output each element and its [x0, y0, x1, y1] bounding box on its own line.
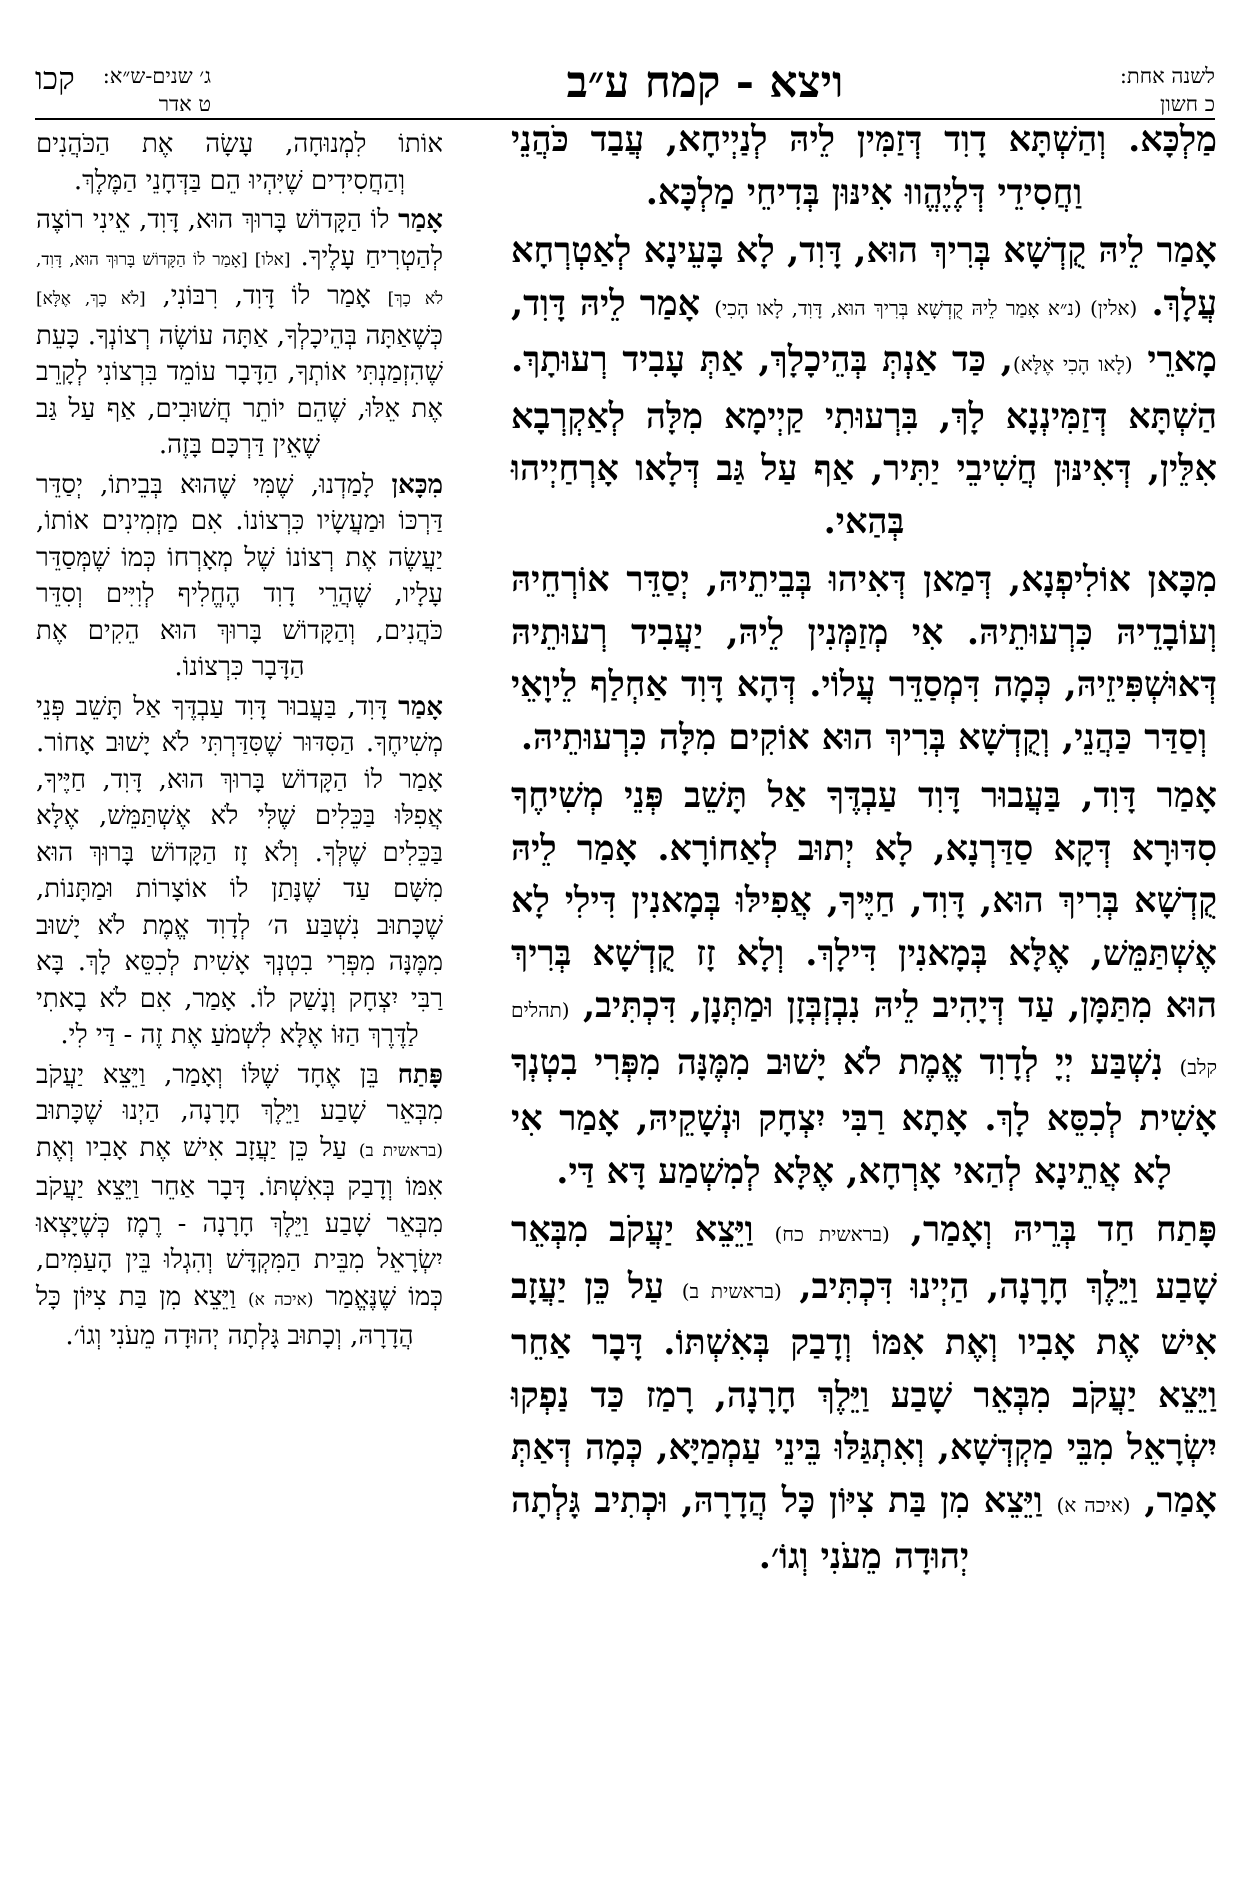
- paragraph-lead-word: מִכָּאן: [391, 469, 443, 500]
- paragraph-text: אָמַר לוֹ דָּוִד, רִבּוֹנִי,: [162, 281, 371, 311]
- paragraph-text: אָמַר לֵיהּ דָּוִד, מָארֵי: [511, 282, 1217, 380]
- paragraph-text: וַיֵּצֵא מִן בַּת צִיּוֹן כָּל הֲדָרָהּ, וְכָתוּב גָּלְתָה יְהוּדָה מֵעֹנִי וְגוֹ׳.: [36, 1281, 414, 1351]
- paragraph-text: דָּוִד, בַּעֲבוּר דָּוִד עַבְדֶּךָ אַל תָּשֵׁב פְּנֵי מְשִׁיחֶךָ. הַסִּדּוּר שֶׁסִּדַּרְתִּי לֹא יָשׁוּב אָחוֹר. אָמַר לוֹ הַקָּדוֹשׁ בָּרוּךְ הוּא, דָּוִד, חַיֶּיךָ, אֲפִלּוּ בַּכֵּלִים שֶׁלִּי לֹא אֶשְׁתַּמֵּשׁ, אֶלָּא בַּכֵּלִים שֶׁלְּךָ. וְלֹא זָז הַקָּדוֹשׁ בָּרוּךְ הוּא מִשָּׁם עַד שֶׁנָּתַן לוֹ אוֹצָרוֹת וּמַתָּנוֹת, שֶׁכָּתוּב נִשְׁבַּע ה׳ לְדָוִד אֱמֶת לֹא יָשׁוּב מִמֶּנָּה מִפְּרִי בִטְנְךָ אָשִׁית לְכִסֵּא לָךְ. בָּא רַבִּי יִצְחָק וְנָשַׁק לוֹ. אָמַר, אִם לֹא בָאתִי לַדֶּרֶךְ הַזּוֹ אֶלָּא לִשְׁמֹעַ אֶת זֶה - דַּי לִי.: [36, 691, 443, 1050]
- one-year-schedule-label: לשנה אחת:: [1119, 64, 1215, 88]
- paragraph-text: נִשְׁבַּע יְיָ לְדָוִד אֱמֶת לֹא יָשׁוּב מִמֶּנָּה מִפְּרִי בִטְנְךָ אָשִׁית לְכִסֵּא לָךְ. אָתָא רַבִּי יִצְחָק וּנְשָׁקֵיהּ, אָמַר אִי לָא אֲתֵינָא לְהַאי אָרְחָא, אֶלָּא לְמִשְׁמַע דָּא דַּי.: [511, 1041, 1217, 1192]
- side-paragraph: [36, 689, 443, 1054]
- paragraph-text: וַיֵּצֵא יַעֲקֹב מִבְּאֵר שָׁבַע וַיֵּלֶךְ חָרָנָה, הַיְינוּ דִּכְתִּיב,: [511, 1209, 1217, 1307]
- paragraph-lead-word: אָמַר: [398, 205, 443, 235]
- side-paragraph: [36, 467, 443, 686]
- source-reference: (איכה א): [248, 1289, 314, 1310]
- paragraph-text: לוֹ הַקָּדוֹשׁ בָּרוּךְ הוּא, דָּוִד, אֵינִי רוֹצֶה לְהַטְרִיחַ עָלֶיךָ.: [36, 205, 444, 272]
- paragraph-text: בֵּן אֶחָד שֶׁלּוֹ וְאָמַר, וַיֵּצֵא יַעֲקֹב מִבְּאֵר שָׁבַע וַיֵּלֶךְ חָרָנָה, הַיְנוּ שֶׁכָּתוּב: [36, 1059, 443, 1126]
- side-paragraph: [36, 126, 443, 199]
- main-paragraph: [511, 114, 1217, 219]
- paragraph-lead-word: אָמַר: [398, 691, 443, 722]
- paragraph-text: וַיֵּצֵא מִן בַּת צִיּוֹן כָּל הֲדָרָהּ, וּכְתִיב גָּלְתָה יְהוּדָה מֵעֹנִי וְגוֹ׳.: [511, 1479, 1043, 1577]
- main-paragraph: [511, 225, 1217, 548]
- paragraph-text: חַד בְּרֵיהּ וְאָמַר,: [910, 1209, 1136, 1250]
- main-paragraph: [511, 1204, 1217, 1584]
- source-reference: (תהלים קלב): [511, 998, 1218, 1079]
- header-left-group: [35, 62, 211, 118]
- three-year-schedule-label: ג׳ שנים-ש״א:: [102, 64, 212, 88]
- paragraph-text: לֵיהּ קֻדְשָׁא בְּרִיךְ הוּא, דָּוִד, לָא בָּעֵינָא לְאַטְרְחָא עֲלָךְ.: [511, 230, 1218, 324]
- variant-note: [אלו] [אָמַר לוֹ הַקָּדוֹשׁ בָּרוּךְ הוּא, דָּוִד, לֹא כָךְ]: [36, 249, 444, 309]
- header-right-reading-schedule: [1120, 62, 1215, 118]
- three-year-schedule-date: ט אדר: [158, 92, 212, 116]
- aramaic-text-column: [511, 114, 1217, 1590]
- paragraph-text: עַל כֵּן יַעֲזָב אִישׁ אֶת אָבִיו וְאֶת אִמּוֹ וְדָבַק בְּאִשְׁתּוֹ. דָּבָר אַחֵר וַיֵּצֵא יַעֲקֹב מִבְּאֵר שָׁבַע וַיֵּלֶךְ חָרָנָה, רָמַז כַּד נַפְקוּ יִשְׂרָאֵל מִבֵּי מַקְדְּשָׁא, וְאִתְגַּלּוּ בֵּינֵי עַמְמַיָּא, כְּמָה דְּאַתְּ אָמַר,: [511, 1265, 1217, 1521]
- paragraph-text: דָּוִד, בַּעֲבוּר דָּוִד עַבְדֶּךָ אַל תָּשֵׁב פְּנֵי מְשִׁיחֶךָ סִדּוּרָא דְּקָא סַדַּרְנָא, לָא יְתוּב לְאַחוֹרָא. אָמַר לֵיהּ קֻדְשָׁא בְּרִיךְ הוּא, דָּוִד, חַיֶּיךָ, אֲפִילּוּ בְּמָאנִין דִּילִי לָא אֶשְׁתַּמֵּשׁ, אֶלָּא בְּמָאנִין דִּילָךְ. וְלָא זָז קֻדְשָׁא בְּרִיךְ הוּא מִתַּמָּן, עַד דְּיָהִיב לֵיהּ נִבְזְבְּזָן וּמַתְּנָן, דִּכְתִּיב,: [511, 775, 1218, 1026]
- paragraph-lead-word: מִכָּאן: [1147, 559, 1217, 600]
- source-reference: (בראשית ב): [358, 1140, 444, 1161]
- paragraph-lead-word: אָמַר: [1156, 230, 1217, 271]
- variant-note: (לָאו הָכִי אֶלָּא): [1012, 352, 1133, 376]
- source-reference: (איכה א): [1056, 1492, 1131, 1517]
- page-title: ויצא - קמח ע״ב: [566, 57, 844, 108]
- paragraph-lead-word: פָּתַח: [397, 1059, 443, 1090]
- paragraph-text: כְּשֶׁאַתָּה בְּהֵיכָלְךָ, אַתָּה עוֹשֶׂה רְצוֹנְךָ. כָּעֵת שֶׁהִזְמַנְתִּי אוֹתְךָ, הַדָּבָר עוֹמֵד בִּרְצוֹנִי לְקָרֵב אֶת אֵלּוּ, שֶׁהֵם יוֹתֵר חֲשׁוּבִים, אַף עַל גַּב שֶׁאֵין דַּרְכָּם בָּזֶה.: [36, 320, 443, 460]
- side-paragraph: [36, 202, 443, 464]
- hebrew-translation-column: [36, 126, 443, 1358]
- main-paragraph: [511, 554, 1217, 764]
- page-number: קכו: [35, 61, 75, 97]
- variant-note: (אלין) (נ״א אָמַר לֵיהּ קֻדְשָׁא בְּרִיךְ הוּא, דָּוִד, לָאו הָכִי): [714, 295, 1138, 320]
- page-header: [35, 58, 1215, 118]
- one-year-schedule-date: כ חשון: [1160, 92, 1215, 116]
- side-paragraph: [36, 1057, 443, 1355]
- main-paragraph: [511, 770, 1217, 1198]
- paragraph-text: עַל כֵּן יַעֲזָב אִישׁ אֶת אָבִיו וְאֶת אִמּוֹ וְדָבַק בְּאִשְׁתּוֹ. דָּבָר אַחֵר וַיֵּצֵא יַעֲקֹב מִבְּאֵר שָׁבַע וַיֵּלֶךְ חָרָנָה - רֶמֶז כְּשֶׁיָּצְאוּ יִשְׂרָאֵל מִבֵּית הַמִּקְדָּשׁ וְהִגְלוּ בֵּין הָעַמִּים, כְּמוֹ שֶׁנֶּאֱמַר: [36, 1132, 443, 1312]
- header-left-reading-schedule: [103, 62, 211, 118]
- paragraph-lead-word: אָמַר: [1156, 775, 1217, 816]
- paragraph-text: מַלְכָּא. וְהַשְׁתָּא דָוִד דְּזַמִּין לֵיהּ לְנַיְיחָא, עֲבַד כֹּהֲנֵי וַחֲסִידֵי דְּלֶיֶהֱווּ אִינּוּן בְּדִיחֵי מַלְכָּא.: [511, 119, 1217, 213]
- paragraph-text: , כַּד אַנְתְּ בְּהֵיכָלָךְ, אַתְּ עָבִיד רְעוּתָךְ. הַשְׁתָּא דְּזַמִּינְנָא לָךְ, בִּרְעוּתִי קַיְימָא מִלָּה לְאַקְרְבָא אִלֵּין, דְּאִינּוּן חֲשִׁיבֵי יַתִּיר, אַף עַל גַּב דְּלָאו אָרְחַיְיהוּ בְּהַאי.: [511, 339, 1217, 542]
- paragraph-text: אוֹתוֹ לִמְנוּחָה, עָשָׂה אֶת הַכֹּהֲנִים וְהַחֲסִידִים שֶׁיִּהְיוּ הֵם בַּדְּחָנֵי הַמֶּלֶךְ.: [36, 129, 443, 196]
- paragraph-lead-word: פָּתַח: [1155, 1209, 1218, 1250]
- paragraph-text: לָמַדְנוּ, שֶׁמִּי שֶׁהוּא בְּבֵיתוֹ, יְסַדֵּר דַּרְכּוֹ וּמַעֲשָׂיו כִּרְצוֹנוֹ. אִם מַזְמִינִים אוֹתוֹ, יַעֲשֶׂה אֶת רְצוֹנוֹ שֶׁל מְאָרְחוֹ כְּמוֹ שֶׁמְּסַדֵּר עָלָיו, שֶׁהֲרֵי דָוִד הֶחֱלִיף לְוִיִּים וְסִדֵּר כֹּהֲנִים, וְהַקָּדוֹשׁ בָּרוּךְ הוּא הֵקִים אֶת הַדָּבָר כִּרְצוֹנוֹ.: [36, 469, 443, 682]
- source-reference: (בראשית כח): [774, 1222, 890, 1246]
- paragraph-text: אוֹלִיפְנָא, דְּמַאן דְּאִיהוּ בְּבֵיתֵיהּ, יְסַדֵּר אוֹרְחֵיהּ וְעוֹבָדֵיהּ כִּרְעוּתֵיהּ. אִי מְזַמְּנִין לֵיהּ, יַעֲבִיד רְעוּתֵיהּ דְּאוּשְׁפִּיזֵיהּ, כְּמָה דִּמְסַדֵּר עֲלוֹי. דְּהָא דָּוִד אַחְלַף לֵיוָאֵי וְסַדַּר כַּהֲנֵי, וְקֻדְשָׁא בְּרִיךְ הוּא אוֹקִים מִלָּה כִּרְעוּתֵיהּ.: [511, 559, 1217, 758]
- variant-note: [לֹא כָךְ, אֶלָּא]: [36, 289, 146, 309]
- source-reference: (בראשית ב): [681, 1278, 782, 1303]
